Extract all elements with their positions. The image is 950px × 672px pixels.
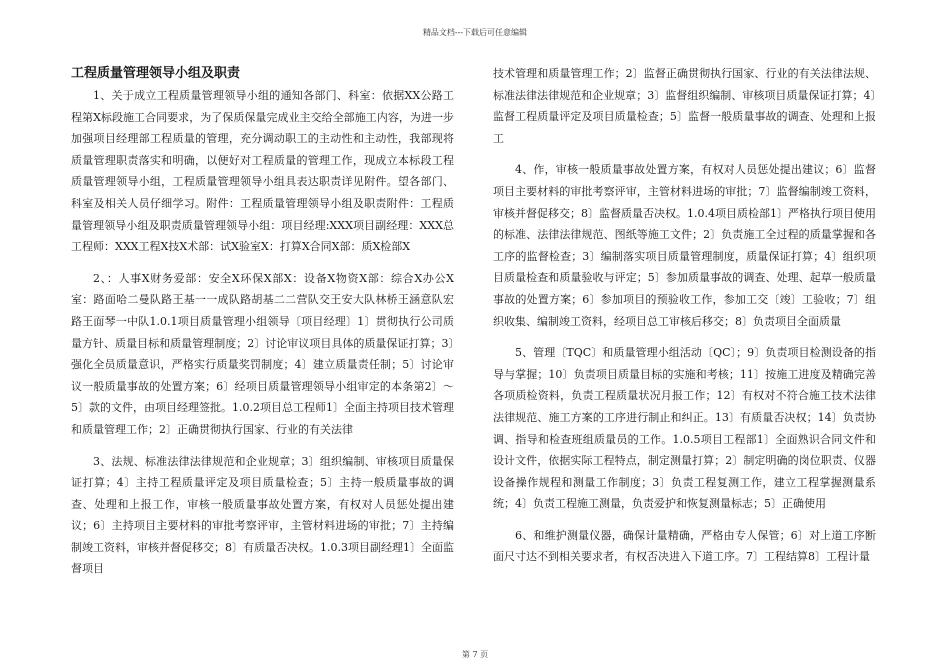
paragraph-6: 6、和维护测量仪器，确保计量精确，严格由专人保管；6〕对上道工序断面尺寸达不到相关要求者，有权否决进入下道工序。7〕工程结算8〕工程计量 xyxy=(493,528,876,564)
paragraph-1: 1、关于成立工程质量管理领导小组的通知各部门、科室：依据XX公路工程第X标段施工合同要求，为了保质保量完成业主交给全部施工内容，为进一步加强项目经理部工程质量的管理，充分调动职工的主动性和主动性，我部现将质量管理职责落实和明确，以便好对工程质量的管理工作，现成立本标段工程质量管理领导小组，工程质量管理领导小组具表达职责详见附件。望各部门、科室及相关人员仔细学习。附件：工程质量管理领导小组及职责附件：工程质量管理领导小组及职责质量管理领导小组：项目经理:XXX项目副经理：XXX总工程师：XXX工程X技X术部：试X验室X：打算X合同X部：质X检部X xyxy=(71,89,454,254)
paragraph-3: 3、法规、标准法律法律规范和企业规章；3〕组织编制、审核项目质量保证打算；4〕主持工程质量评定及项目质量检查；5〕主持一般质量事故的调查、处理和上报工作，审核一般质量事故处置方案，有权对人员惩处提出建议；6〕主持项目主要材料的审批考察评审，主管材料进场的审批；7〕主持编制竣工资料，审核并督促移交；8〕有质量否决权。1.0.3项目副经理1〕全面监督项目 xyxy=(71,454,454,576)
left-column xyxy=(71,63,454,590)
paragraph-2: 2、：人事X财务爱部：安全X环保X部X：设备X物资X部：综合X办公X室：路面哈二曼队路王基一一成队路胡基二二营队交王安大队林桥王涵意队宏路王面琴一中队1.0.1项目质量管理小组领导〔项目经理〕1〕贯彻执行公司质量方针、质量目标和质量管理制度；2〕讨论审议项目具体的质量保证打算；3〕强化全员质量意识，严格实行质量奖罚制度；4〕建立质量责任制；5〕讨论审议一般质量事故的处置方案；6〕经项目质量管理领导小组审定的本条第2〕～5〕款的文件，由项目经理签批。1.0.2项目总工程师1〕全面主持项目技术管理和质量管理工作；2〕正确贯彻执行国家、行业的有关法律 xyxy=(71,271,454,436)
page-number: 第 7 页 xyxy=(461,650,489,659)
right-column xyxy=(493,63,876,578)
paragraph-4: 4、作，审核一般质量事故处置方案，有权对人员惩处提出建议；6〕监督项目主要材料的审批考察评审，主管材料进场的审批；7〕监督编制竣工资料，审核并督促移交；8〕监督质量否决权。1.0.4项目质检部1〕严格执行项目使用的标准、法律法律规范、图纸等施工文件；2〕负责施工全过程的质量掌握和各工序的监督检查；3〕编制落实项目质量管理制度，质量保证打算；4〕组织项目质量检查和质量验收与评定；5〕参加质量事故的调查、处理、起草一般质量事故的处置方案；6〕参加项目的预验收工作，参加工交〔竣〕工验收；7〕组织收集、编制竣工资料，经项目总工审核后移交；8〕负责项目全面质量 xyxy=(493,163,876,328)
paragraph-3-continued: 技术管理和质量管理工作；2〕监督正确贯彻执行国家、行业的有关法律法规、标准法律法律规范和企业规章；3〕监督组织编制、审核项目质量保证打算；4〕监督工程质量评定及项目质量检查；5〕监督一般质量事故的调查、处理和上报工 xyxy=(493,67,876,145)
document-title: 工程质量管理领导小组及职责 xyxy=(71,66,241,81)
page-header: 精品文档---下载后可任意编辑 xyxy=(422,28,528,37)
paragraph-5: 5、管理〔TQC〕和质量管理小组活动〔QC〕；9〕负责项目检测设备的指导与掌握；10〕负责项目质量目标的实施和考核；11〕按施工进度及精确完善各项质检资料，负责工程质量状况月报工作；12〕有权对不符合施工技术法律法律规范、施工方案的工序进行制止和纠正。13〕有质量否决权；14〕负责协调、指导和检查班组质量员的工作。1.0.5项目工程部1〕全面熟识合同文件和设计文件，依据实际工程特点，制定测量打算；2〕制定明确的岗位职责、仪器设备操作规程和测量工作制度；3〕负责工程复测工作，建立工程掌握测量系统；4〕负责工程施工测量，负责爱护和恢复测量标志；5〕正确使用 xyxy=(493,346,876,511)
